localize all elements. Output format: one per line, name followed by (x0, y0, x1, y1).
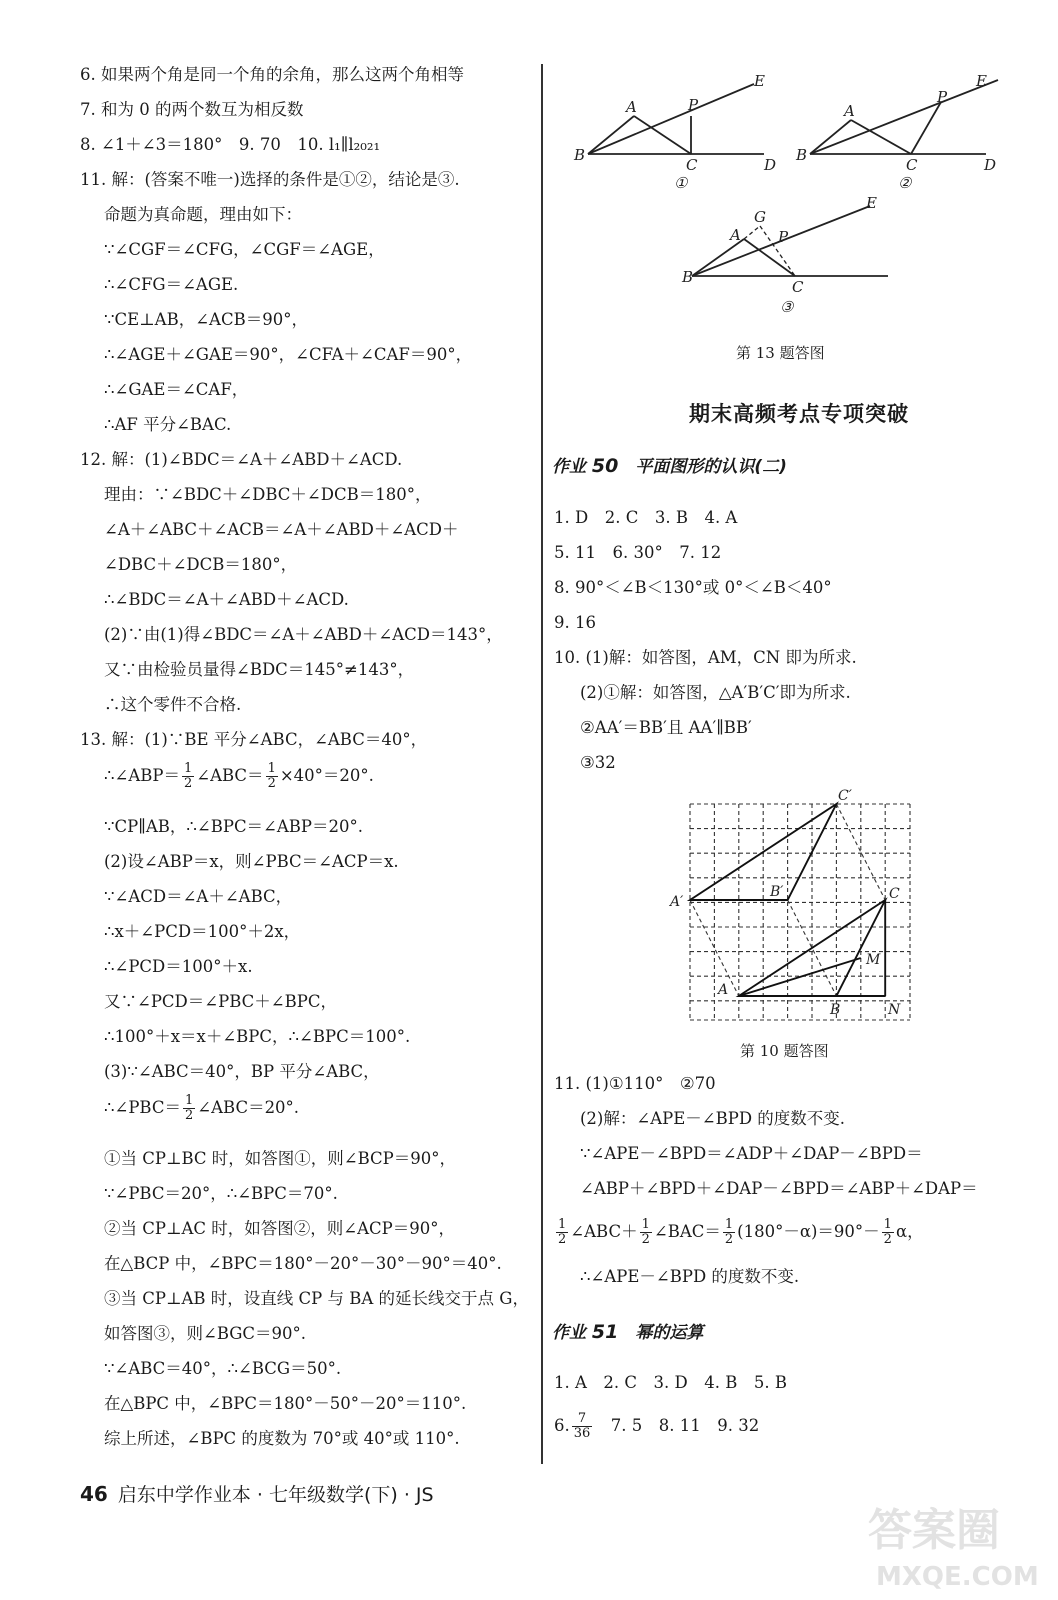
denominator: 2 (558, 1232, 567, 1247)
answer-line: ∠ABP＋∠BPD＋∠DAP－∠BPD＝∠ABP＋∠DAP＝ (580, 1179, 978, 1198)
answer-line: ∵CE⊥AB，∠ACB＝90°， (104, 310, 308, 329)
answer-line: ①当 CP⊥BC 时，如答图①，则∠BCP＝90°， (104, 1149, 457, 1168)
answer-line: ∵∠ACD＝∠A＋∠ABC， (104, 887, 293, 906)
answer-line: ②AA′＝BB′且 AA′∥BB′ (580, 718, 752, 737)
text-seg: ∴∠ABP＝ (104, 766, 180, 785)
book-title: 启东中学作业本 · 七年级数学(下) · JS (117, 1484, 434, 1506)
numerator: 1 (558, 1217, 567, 1232)
answer-line: 11. 解：(答案不唯一)选择的条件是①②，结论是③. (80, 170, 460, 189)
section-title: 期末高频考点专项突破 (689, 401, 909, 426)
numerator: 1 (724, 1217, 734, 1232)
answer-line: 又∵由检验员量得∠BDC＝145°≠143°， (104, 660, 415, 679)
label-c: C (792, 278, 804, 296)
frac-line-11 (554, 1218, 924, 1247)
numerator: 7 (572, 1412, 593, 1427)
denominator: 2 (724, 1232, 734, 1247)
answer-line: 1. D 2. C 3. B 4. A (554, 508, 738, 527)
answer-line: ∠DBC＋∠DCB＝180°， (104, 555, 298, 574)
answer-line: ∵∠PBC＝20°，∴∠BPC＝70°. (104, 1184, 338, 1203)
numerator: 1 (267, 761, 276, 776)
denominator: 36 (573, 1426, 591, 1441)
label-circled-3: ③ (780, 298, 794, 316)
label-b: B (830, 1002, 841, 1018)
text-seg: 7. 5 8. 11 9. 32 (594, 1416, 760, 1435)
answer-line: ∠A＋∠ABC＋∠ACB＝∠A＋∠ABD＋∠ACD＋ (104, 520, 459, 539)
label-c: C (889, 886, 900, 902)
label-b: B (796, 146, 808, 164)
text-seg: α， (895, 1222, 924, 1241)
denominator: 2 (641, 1232, 650, 1247)
answer-line: 综上所述，∠BPC 的度数为 70°或 40°或 110°. (104, 1429, 460, 1448)
label-p: P (778, 228, 789, 246)
answer-line: (2)∵由(1)得∠BDC＝∠A＋∠ABD＋∠ACD＝143°， (104, 625, 503, 644)
answer-line: 1. A 2. C 3. D 4. B 5. B (554, 1373, 787, 1392)
answer-line: ∵CP∥AB，∴∠BPC＝∠ABP＝20°. (104, 817, 364, 836)
answer-line: ∴100°＋x＝x＋∠BPC，∴∠BPC＝100°. (104, 1027, 411, 1046)
answer-line: 5. 11 6. 30° 7. 12 (554, 543, 722, 562)
hw-prefix: 作业 (552, 1323, 586, 1343)
answer-line: (2)解：∠APE－∠BPD 的度数不变. (580, 1109, 846, 1128)
figure-13-caption: 第 13 题答图 (736, 344, 825, 362)
answer-line: ③当 CP⊥AB 时，设直线 CP 与 BA 的延长线交于点 G， (104, 1289, 529, 1308)
frac-line-abp (104, 762, 374, 791)
answer-line: 8. 90°＜∠B＜130°或 0°＜∠B＜40° (554, 578, 832, 597)
homework-51-heading (552, 1318, 703, 1343)
answer-line: 13. 解：(1)∵BE 平分∠ABC，∠ABC＝40°， (80, 730, 428, 749)
label-c: C (906, 156, 918, 174)
fraction (572, 1412, 593, 1441)
answer-line: 11. (1)①110° ②70 (554, 1074, 716, 1093)
numerator: 1 (883, 1217, 892, 1232)
hw-prefix: 作业 (552, 457, 586, 477)
hw-number: 50 (591, 455, 619, 477)
denominator: 2 (183, 776, 193, 791)
answer-line: ∴∠PCD＝100°＋x. (104, 957, 253, 976)
label-e: E (866, 194, 877, 212)
answer-line: (3)∵∠ABC＝40°，BP 平分∠ABC， (104, 1062, 380, 1081)
label-p: P (688, 96, 699, 114)
page-number: 46 (80, 1482, 108, 1506)
hw-title: 平面图形的认识(二) (635, 457, 787, 477)
label-a: A (718, 982, 729, 998)
fraction (182, 762, 194, 791)
frac-line-6 (554, 1412, 759, 1441)
label-g: G (754, 208, 766, 226)
watermark-logo (862, 1493, 1052, 1595)
answer-line: (2)①解：如答图，△A′B′C′即为所求. (580, 683, 851, 702)
denominator: 2 (883, 1232, 892, 1247)
answer-line: 12. 解：(1)∠BDC＝∠A＋∠ABD＋∠ACD. (80, 450, 403, 469)
label-a: A (730, 226, 741, 244)
answer-line: 10. (1)解：如答图，AM，CN 即为所求. (554, 648, 857, 667)
answer-line: 如答图③，则∠BGC＝90°. (104, 1324, 307, 1343)
label-a: A (844, 102, 855, 120)
text-seg: (180°－α)＝90°－ (737, 1222, 880, 1241)
hw-number: 51 (591, 1321, 619, 1343)
watermark-text-bottom: MXQE.COM (876, 1562, 1039, 1592)
answer-line: ∴∠BDC＝∠A＋∠ABD＋∠ACD. (104, 590, 349, 609)
answer-line: ∴AF 平分∠BAC. (104, 415, 232, 434)
answer-line: 理由：∵∠BDC＋∠DBC＋∠DCB＝180°， (104, 485, 432, 504)
text-seg: ∠ABC＋ (570, 1222, 638, 1241)
denominator: 2 (267, 776, 276, 791)
frac-line-pbc (104, 1094, 299, 1123)
text-seg: ×40°＝20°. (279, 766, 374, 785)
figure-10-caption: 第 10 题答图 (740, 1042, 829, 1060)
figure-10-grid-diagram (668, 782, 938, 1042)
label-d: D (984, 156, 997, 174)
answer-line: 在△BCP 中，∠BPC＝180°－20°－30°－90°＝40°. (104, 1254, 502, 1273)
text-seg: ∠ABC＝20°. (197, 1098, 300, 1117)
answer-line: ∴x＋∠PCD＝100°＋2x， (104, 922, 301, 941)
label-d: D (764, 156, 777, 174)
label-n: N (888, 1002, 901, 1018)
label-e: E (754, 72, 765, 90)
label-b: B (682, 268, 694, 286)
fraction (266, 762, 278, 791)
label-a-prime: A′ (670, 894, 684, 910)
homework-50-heading (552, 452, 787, 477)
fraction (640, 1218, 652, 1247)
numerator: 1 (183, 761, 193, 776)
page-footer (80, 1480, 434, 1507)
fraction (723, 1218, 735, 1247)
text-seg: ∴∠PBC＝ (104, 1098, 181, 1117)
label-b-prime: B′ (770, 884, 784, 900)
numerator: 1 (641, 1217, 650, 1232)
answer-line: ②当 CP⊥AC 时，如答图②，则∠ACP＝90°， (104, 1219, 455, 1238)
label-e: E (976, 72, 987, 90)
text-seg: ∠BAC＝ (653, 1222, 721, 1241)
hw-title: 幂的运算 (635, 1323, 704, 1343)
answer-line: (2)设∠ABP＝x，则∠PBC＝∠ACP＝x. (104, 852, 399, 871)
label-circled-1: ① (674, 174, 688, 192)
answer-line: ③32 (580, 753, 616, 772)
numerator: 1 (184, 1093, 194, 1108)
watermark-text-top: 答案圈 (868, 1505, 1000, 1556)
answer-line: ∴∠GAE＝∠CAF， (104, 380, 249, 399)
answer-line: 8. ∠1＋∠3＝180° 9. 70 10. l₁∥l₂₀₂₁ (80, 135, 381, 154)
label-p: P (937, 88, 948, 106)
text-seg: ∠ABC＝ (196, 766, 264, 785)
figure-13-diagrams (540, 64, 1058, 364)
fraction (556, 1218, 568, 1247)
answer-line: ∴这个零件不合格. (104, 695, 242, 714)
label-c-prime: C′ (838, 788, 852, 804)
answer-line: 命题为真命题，理由如下： (104, 205, 302, 224)
text-seg: 6. (554, 1416, 570, 1435)
answer-line: ∵∠ABC＝40°，∴∠BCG＝50°. (104, 1359, 342, 1378)
answer-line: 7. 和为 0 的两个数互为相反数 (80, 100, 304, 119)
answer-line: ∵∠APE－∠BPD＝∠ADP＋∠DAP－∠BPD＝ (580, 1144, 923, 1163)
answer-line: 在△BPC 中，∠BPC＝180°－50°－20°＝110°. (104, 1394, 467, 1413)
fraction (882, 1218, 894, 1247)
answer-line: ∴∠APE－∠BPD 的度数不变. (580, 1267, 800, 1286)
label-b: B (574, 146, 586, 164)
label-m: M (866, 952, 881, 968)
answer-line: 9. 16 (554, 613, 596, 632)
answer-line: ∴∠CFG＝∠AGE. (104, 275, 239, 294)
answer-line: 6. 如果两个角是同一个角的余角，那么这两个角相等 (80, 65, 464, 84)
label-a: A (626, 98, 637, 116)
fraction (183, 1094, 195, 1123)
denominator: 2 (184, 1108, 194, 1123)
label-circled-2: ② (898, 174, 912, 192)
label-c: C (686, 156, 698, 174)
answer-line: ∵∠CGF＝∠CFG，∠CGF＝∠AGE， (104, 240, 385, 259)
answer-line: 又∵∠PCD＝∠PBC＋∠BPC， (104, 992, 337, 1011)
answer-line: ∴∠AGE＋∠GAE＝90°，∠CFA＋∠CAF＝90°， (104, 345, 473, 364)
